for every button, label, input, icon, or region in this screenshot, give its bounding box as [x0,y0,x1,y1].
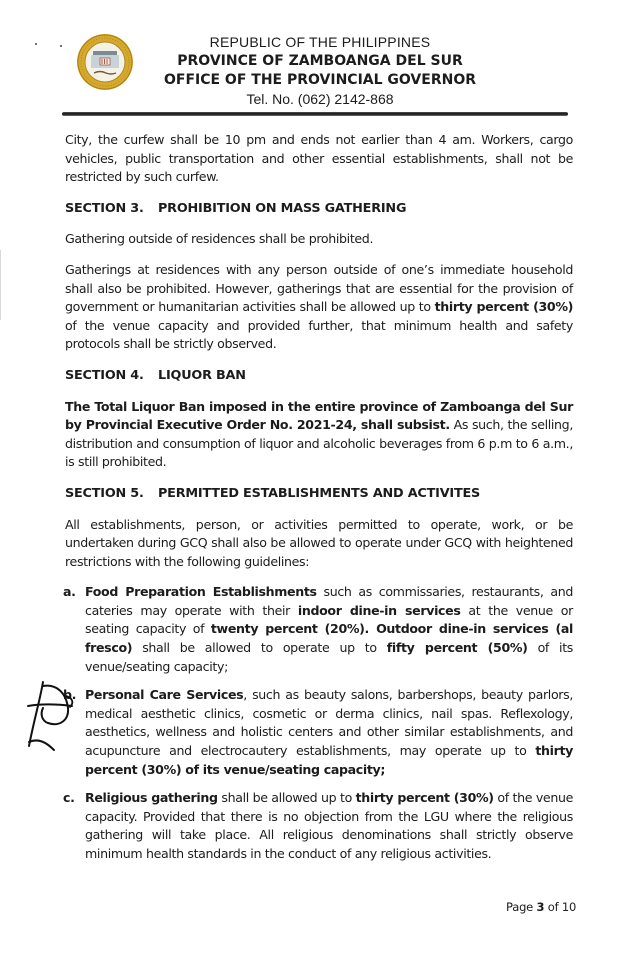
section-5-title: PERMITTED ESTABLISHMENTS AND ACTIVITES [158,485,481,501]
intro-paragraph: City, the curfew shall be 10 pm and ends not earlier than 4 am. Workers, cargo vehicles, public transportation and other essential establishments, shall not be restricted by such curfew. [65,132,573,185]
letterhead [130,33,510,109]
text-run: shall be allowed up to [217,790,356,806]
section-5-number: SECTION 5. [65,485,144,501]
section-3-heading [65,200,573,219]
emphasis-text: Religious gathering [85,790,218,806]
letterhead-divider [62,112,568,116]
section-3-number: SECTION 3. [65,200,144,216]
letterhead-office: OFFICE OF THE PROVINCIAL GOVERNOR [163,72,477,88]
letterhead-country: REPUBLIC OF THE PHILIPPINES [209,34,431,50]
text-run: Gatherings at residences with any person outside of one’s immediate household shall also be prohibited. However, gatherings that are essential for the provision of government or humanitarian activities shall be allowed up to [65,261,573,315]
emphasis-text: thirty percent (30%) [355,790,494,806]
handwritten-initial-signature [26,680,76,756]
page-label: Page [506,900,537,914]
emphasis-text: Personal Care Services [85,687,244,703]
emphasis-text: The Total Liquor Ban imposed in the entire province of Zamboanga del Sur by Provincial Executive Order No. 2021-24, shall subsist. [65,398,573,433]
emphasis-text: thirty percent (30%) [434,299,573,315]
letterhead-province: PROVINCE OF ZAMBOANGA DEL SUR [177,53,463,69]
emphasis-text: indoor dine-in services [297,602,461,618]
emphasis-text: thirty percent (30%) of its venue/seating capacity; [85,743,573,777]
text-run: of the venue capacity and provided further, that minimum health and safety protocols shall be strictly observed. [65,317,573,352]
current-page: 3 [536,900,545,914]
letterhead-telephone: Tel. No. (062) 2142-868 [246,91,394,107]
list-item [65,583,573,676]
emphasis-text: Food Preparation Establishments [85,584,317,600]
section-3-paragraph-2 [65,261,573,354]
text-run: of the venue capacity. Provided that there is no objection from the LGU where the religious gathering will take place. All religious denominations shall strictly observe minimum health standards in the conduct of any religious activities. [85,790,573,861]
list-item [65,789,573,863]
text-run: As such, the selling, distribution and consumption of liquor and alcoholic beverages from 6 p.m to 6 a.m., is still prohibited. [65,417,573,470]
document-body [65,131,573,874]
section-4-paragraph [65,398,573,472]
section-4-number: SECTION 4. [65,367,144,383]
emphasis-text: twenty percent (20%). Outdoor dine-in services (al fresco) [85,621,573,656]
page-number [506,900,576,914]
section-5-paragraph: All establishments, person, or activities permitted to operate, work, or be undertaken during GCQ shall also be allowed to operate under GCQ with heightened restrictions with the following guidelines: [65,516,573,569]
section-3-paragraph-1: Gathering outside of residences shall be prohibited. [65,231,374,247]
guidelines-list [65,583,573,863]
section-4-heading [65,367,573,386]
section-5-heading [65,485,573,504]
page-of-label: of [544,900,562,914]
scan-edge-mark [0,250,1,320]
text-run: of its venue/seating capacity; [85,640,574,674]
list-marker: b. [63,687,77,703]
section-4-title: LIQUOR BAN [158,367,246,383]
total-pages: 10 [561,900,577,914]
list-marker: c. [63,790,75,806]
list-item [65,686,573,779]
text-run: shall be allowed to operate up to [132,640,387,656]
list-marker: a. [63,584,76,600]
speck-mark [60,45,62,47]
emphasis-text: fifty percent (50%) [386,640,528,656]
text-run: , such as beauty salons, barbershops, beauty parlors, medical aesthetic clinics, cosmetic or derma clinics, nail spas. Reflexology, aesthetics, wellness and holistic centers and other similar establishments, and acupuncture and electrocautery establishments, may operate up to [85,687,573,759]
section-3-title: PROHIBITION ON MASS GATHERING [158,200,407,216]
speck-mark [35,43,37,45]
provincial-seal-icon [76,33,134,91]
text-run: such as commissaries, restaurants, and cateries may operate with their [85,584,573,618]
text-run: at the venue or seating capacity of [85,602,573,637]
